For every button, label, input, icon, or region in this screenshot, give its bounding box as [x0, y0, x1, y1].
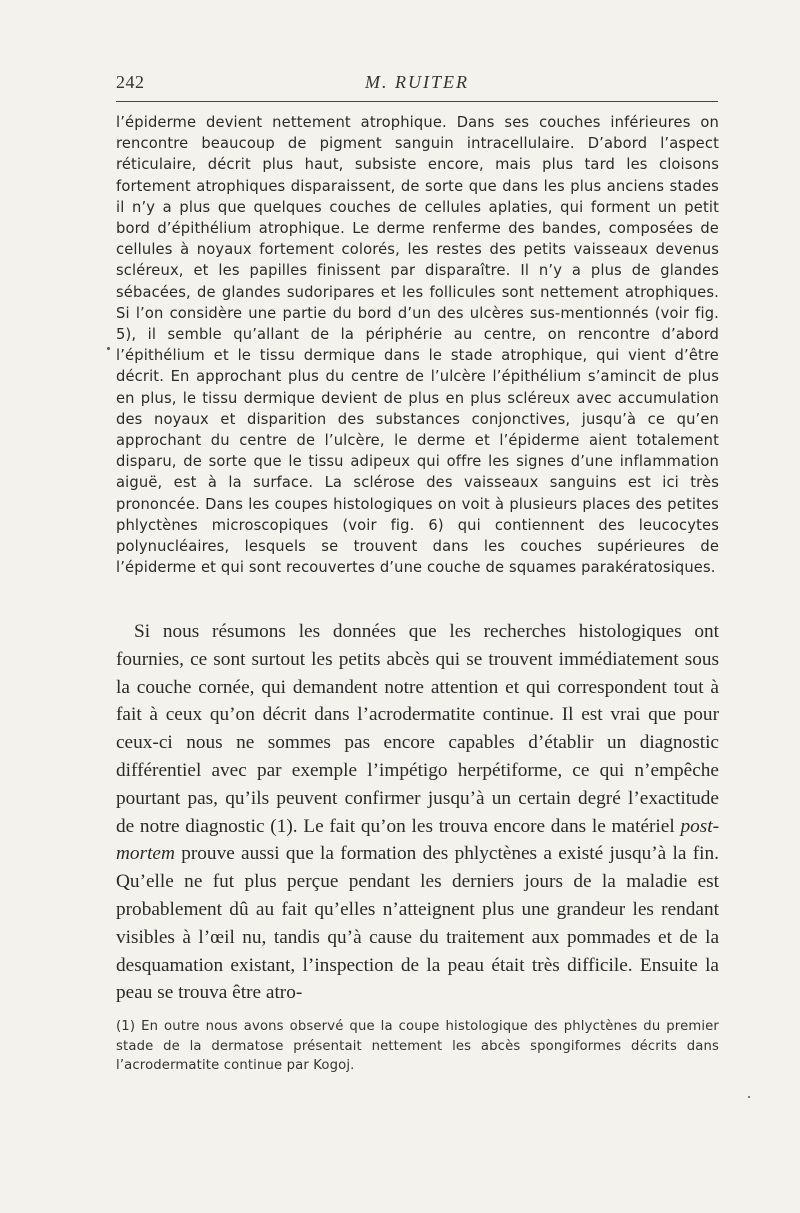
print-speck — [748, 1096, 750, 1098]
running-head — [116, 72, 718, 98]
header-rule — [116, 101, 718, 102]
body-paragraph-1: l’épiderme devient nettement atrophique. Dans ses couches inférieures on rencontre beaucoup de pigment sanguin intracellulaire. D’abord l’aspect réticulaire, décrit plus haut, subsiste encore, mais plus tard les cloisons fortement atrophiques disparaissent, de sorte que dans les plus anciens stades il n’y a plus que quelques couches de cellules aplaties, qui forment un petit bord d’épithélium atrophique. Le derme renferme des bandes, composées de cellules à noyaux fortement colorés, les restes des petits vaisseaux devenus scléreux, et les papilles finissent par disparaître. Il n’y a plus de glandes sébacées, de glandes sudoripares et les follicules sont nettement atrophiques. Si l’on considère une partie du bord d’un des ulcères sus-mentionnés (voir fig. 5), il semble qu’allant de la périphérie au centre, on rencontre d’abord l’épithélium et le tissu dermique dans le stade atrophique, qui vient d’être décrit. En approchant plus du centre de l’ulcère l’épithélium s’amincit de plus en plus, le tissu dermique devient de plus en plus scléreux avec accumulation des noyaux et disparition des substances conjonctives, jusqu’à ce qu’en approchant du centre de l’ulcère, le derme et l’épiderme aient totalement disparu, de sorte que le tissu adipeux qui offre les signes d’une inflammation aiguë, est à la surface. La sclérose des vaisseaux sanguins est ici très prononcée. Dans les coupes histologiques on voit à plusieurs places des petites phlyctènes microscopiques (voir fig. 6) qui contiennent des leucocytes polynucléaires, lesquels se trouvent dans les couches supérieures de l’épiderme et qui sont recouvertes d’une couche de squames parakératosiques. — [116, 114, 719, 577]
paragraph-2-text-start: Si nous résumons les données que les recherches histologiques ont fournies, ce sont surtout les petits abcès qui se trouvent immédiatement sous la couche cornée, qui demandent notre attention et qui correspondent tout à fait à ceux qu’on décrit dans l’acrodermatite continue. Il est vrai que pour ceux-ci nous ne sommes pas encore capables d’établir un diagnostic différentiel avec par exemple l’impétigo herpétiforme, ce qui n’empêche pourtant pas, qu’ils peuvent confirmer jusqu’à un certain degré l’exactitude de notre diagnostic (1). Le fait qu’on les trouva encore dans le matériel — [116, 621, 719, 837]
paragraph-2-text-end: prouve aussi que la formation des phlyctènes a existé jusqu’à la fin. Qu’elle ne fut plus perçue pendant les derniers jours de la maladie est probablement dû au fait qu’elles n’atteignent plus une grandeur les rendant visibles à l’œil nu, tandis qu’à cause du traitement aux pommades et de la desquamation existant, l’inspection de la peau était très difficile. Ensuite la peau se trouva être atro- — [116, 843, 719, 1004]
footnote: (1) En outre nous avons observé que la coupe histologique des phlyctènes du premier stade de la dermatose présentait nettement les abcès spongiformes décrits dans l’acrodermatite continue par Kogoj. — [116, 1019, 719, 1073]
running-title: M. RUITER — [365, 72, 469, 92]
body-paragraph-2 — [116, 618, 719, 1007]
paragraph-2-italic-term: post-mortem — [116, 815, 719, 865]
page-number: 242 — [116, 72, 145, 92]
print-speck — [107, 347, 110, 350]
